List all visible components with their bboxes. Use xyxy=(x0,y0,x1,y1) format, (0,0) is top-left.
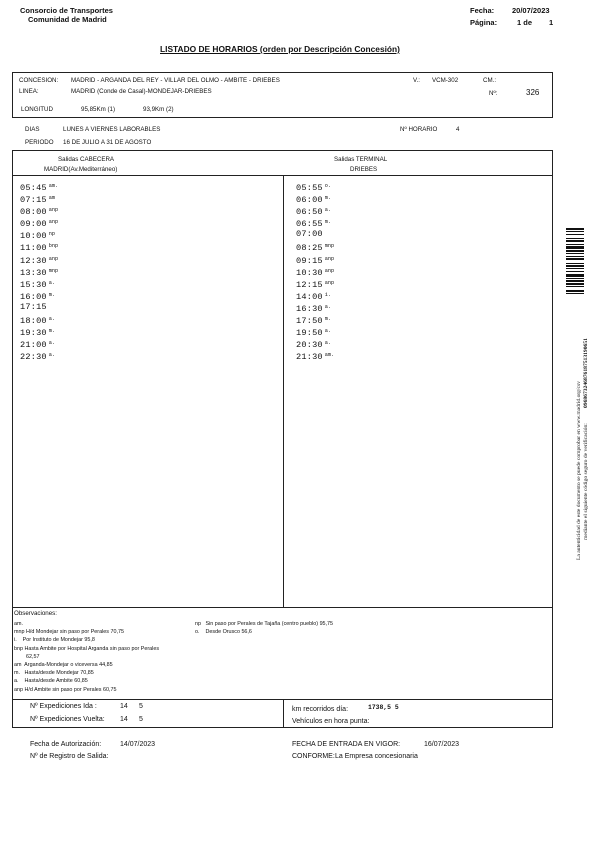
observacion-line: 62,57 xyxy=(14,653,40,660)
terminal-time-row xyxy=(296,301,334,313)
barcode-bar xyxy=(566,265,584,267)
observacion-line: bnp Hasta Ambite por Hospital Arganda sin paso por Perales xyxy=(14,645,160,652)
departure-note: i. xyxy=(324,291,332,298)
cabecera-time-row xyxy=(20,265,58,277)
conforme-value: La Empresa concesionaria xyxy=(335,753,418,760)
ida-value: 14 xyxy=(120,703,128,710)
departure-note: o. xyxy=(324,183,332,189)
verification-text-line2: mediante el siguiente código seguro de verificación: xyxy=(583,423,589,540)
observacion-line: anp H/d Ambite sin paso por Perales 60,75 xyxy=(14,686,117,693)
concesion-value: MADRID - ARGANDA DEL REY - VILLAR DEL OLMO - AMBITE - DRIEBES xyxy=(71,77,280,84)
barcode-bar xyxy=(566,253,584,254)
departure-time: 19:50 xyxy=(296,328,323,339)
departure-time: 13:30 xyxy=(20,267,47,278)
entrada-label: FECHA DE ENTRADA EN VIGOR: xyxy=(292,741,401,748)
terminal-time-row xyxy=(296,216,334,228)
cabecera-time-row xyxy=(20,277,58,289)
barcode-bar xyxy=(566,228,584,230)
terminal-time-row xyxy=(296,204,334,216)
departure-note: anp xyxy=(48,219,59,226)
departure-time: 22:30 xyxy=(20,352,47,363)
departure-time: 10:30 xyxy=(296,267,323,278)
departure-time: 20:30 xyxy=(296,340,323,351)
departure-note: a. xyxy=(48,352,56,359)
km-label: km recorridos día: xyxy=(292,706,349,713)
observacion-line: mnp H/d Mondejar sin paso por Perales 70,75 xyxy=(14,629,124,636)
observaciones-label: Observaciones: xyxy=(14,610,57,617)
barcode-bar xyxy=(566,263,584,264)
departure-time: 21:30 xyxy=(296,352,323,363)
cabecera-origin: MADRID(Av.Mediterráneo) xyxy=(44,166,118,173)
departure-note: m. xyxy=(48,328,56,335)
org-name-line2: Comunidad de Madrid xyxy=(28,15,107,24)
barcode-bar xyxy=(566,271,584,272)
observacion-line: np Sin paso por Perales de Tajaña (centro pueblo) 95,75 xyxy=(195,621,334,627)
terminal-destination: DRIEBES xyxy=(350,166,378,173)
departure-time: 06:50 xyxy=(296,207,323,218)
verification-code: 0968673246876187513190651 xyxy=(583,338,589,408)
cabecera-time-row xyxy=(20,253,58,265)
pagina-label: Página: xyxy=(470,18,498,27)
terminal-title: Salidas TERMINAL xyxy=(334,156,388,163)
departure-note: anp xyxy=(48,255,59,262)
departure-note: am. xyxy=(324,352,335,359)
departure-note: np xyxy=(48,231,56,238)
terminal-time-row xyxy=(296,349,334,361)
departure-time: 07:15 xyxy=(20,195,47,206)
cabecera-time-row xyxy=(20,349,58,361)
n-label: Nº: xyxy=(489,90,498,97)
terminal-time-row xyxy=(296,325,334,337)
barcode-bar xyxy=(566,240,584,242)
barcode-bar xyxy=(566,278,584,279)
barcode-bar xyxy=(566,274,584,277)
departure-time: 08:00 xyxy=(20,207,47,218)
departure-note: mnp xyxy=(324,243,335,250)
observacion-line: i. Por Instituto de Mondejar 95,8 xyxy=(14,637,95,644)
periodo-label: PERIODO xyxy=(25,139,54,146)
longitud-2: 93,9Km (2) xyxy=(143,106,174,113)
departure-time: 12:15 xyxy=(296,279,323,290)
departure-time: 05:55 xyxy=(296,183,323,193)
departure-note: a. xyxy=(324,207,332,214)
conforme-label: CONFORME: xyxy=(292,753,335,760)
cabecera-time-row xyxy=(20,337,58,349)
n-value: 326 xyxy=(526,88,540,97)
org-name xyxy=(20,6,113,24)
observaciones-left xyxy=(14,620,159,694)
v-label: V.: xyxy=(413,77,420,84)
departure-note: anp xyxy=(324,255,335,262)
departure-time: 17:50 xyxy=(296,316,323,327)
barcode-bar xyxy=(566,268,584,269)
linea-label: LINEA: xyxy=(19,88,39,95)
departure-time: 08:25 xyxy=(296,243,323,254)
departure-time: 17:15 xyxy=(20,301,47,312)
barcode-bar xyxy=(566,250,584,252)
barcode-bar xyxy=(566,246,584,249)
verification-text-line1: La autenticidad de este documento se puede comprobar en www.madrid.org/csv xyxy=(576,381,582,560)
v-value: VCM-302 xyxy=(432,77,459,84)
terminal-time-row xyxy=(296,337,334,349)
observacion-line: m. Hasta/desde Mondejar 70,85 xyxy=(14,670,94,677)
terminal-time-row xyxy=(296,228,334,240)
registro-label: Nº de Registro de Salida: xyxy=(30,753,109,760)
departure-note: a. xyxy=(48,340,56,347)
entrada-value: 16/07/2023 xyxy=(424,741,460,748)
nhorario-label: Nº HORARIO xyxy=(400,126,438,133)
departure-note: am. xyxy=(48,183,59,189)
observacion-line: o. Desde Orusco 56,6 xyxy=(195,629,252,636)
observaciones-right xyxy=(195,620,333,636)
cabecera-time-row xyxy=(20,216,58,228)
cabecera-time-row xyxy=(20,192,58,204)
barcode-bar xyxy=(566,286,584,287)
autorizacion-label: Fecha de Autorización: xyxy=(30,741,102,748)
departure-time: 19:30 xyxy=(20,328,47,339)
ida-label: Nº Expediciones Ida : xyxy=(30,703,97,710)
departure-time: 15:30 xyxy=(20,279,47,290)
departure-time: 09:15 xyxy=(296,255,323,266)
departure-time: 16:30 xyxy=(296,303,323,314)
dias-value: LUNES A VIERNES LABORABLES xyxy=(63,126,161,133)
barcode-bar xyxy=(566,283,584,285)
barcode-bar xyxy=(566,258,584,260)
departure-time: 14:00 xyxy=(296,291,323,302)
barcode-bar xyxy=(566,238,584,239)
terminal-time-row xyxy=(296,313,334,325)
barcode-bar xyxy=(566,244,584,245)
departure-note: m. xyxy=(48,291,56,298)
departure-time: 07:00 xyxy=(296,229,323,240)
departure-time: 18:00 xyxy=(20,316,47,327)
cabecera-time-row xyxy=(20,180,58,192)
departure-note: a. xyxy=(48,279,56,286)
ida-value-2: 5 xyxy=(139,703,143,710)
observacion-line: am Arganda-Mondejar o viceversa 44,85 xyxy=(14,662,113,669)
terminal-time-row xyxy=(296,253,334,265)
fecha-value: 20/07/2023 xyxy=(512,6,550,15)
periodo-value: 16 DE JULIO A 31 DE AGOSTO xyxy=(63,139,152,146)
departure-time: 21:00 xyxy=(20,340,47,351)
barcode-bar xyxy=(566,234,584,235)
terminal-time-row xyxy=(296,240,334,252)
dias-label: DIAS xyxy=(25,126,40,133)
terminal-time-row xyxy=(296,180,334,192)
fecha-label: Fecha: xyxy=(470,6,495,15)
departure-note: am xyxy=(48,195,56,202)
departure-note: bnp xyxy=(48,243,59,250)
departure-time: 16:00 xyxy=(20,291,47,302)
barcode-bar xyxy=(566,280,584,282)
cabecera-times-list xyxy=(20,180,58,361)
departure-time: 11:00 xyxy=(20,243,47,254)
nhorario-value: 4 xyxy=(456,126,460,133)
observacion-line: am. xyxy=(14,621,23,627)
autorizacion-value: 14/07/2023 xyxy=(120,741,156,748)
departure-note: a. xyxy=(324,340,332,347)
cabecera-time-row xyxy=(20,204,58,216)
vuelta-value: 14 xyxy=(120,716,128,723)
vuelta-label: Nº Expediciones Vuelta: xyxy=(30,716,105,723)
departure-note: m. xyxy=(324,219,332,226)
concesion-label: CONCESION: xyxy=(19,77,59,84)
pagina-total: 1 xyxy=(549,18,554,27)
departure-time: 09:00 xyxy=(20,219,47,230)
barcode-bar xyxy=(566,231,584,232)
departure-time: 12:30 xyxy=(20,255,47,266)
terminal-time-row xyxy=(296,277,334,289)
departure-note: anp xyxy=(324,267,335,274)
departure-note: mnp xyxy=(48,267,59,274)
observacion-line: a. Hasta/desde Ambite 60,85 xyxy=(14,678,88,685)
longitud-1: 95,85Km (1) xyxy=(81,106,116,113)
cm-label: CM.: xyxy=(483,77,497,84)
terminal-times-list xyxy=(296,180,334,361)
vehiculos-label: Vehículos en hora punta: xyxy=(292,718,370,725)
cabecera-time-row xyxy=(20,289,58,301)
km-value: 1738,5 5 xyxy=(368,704,399,711)
verification-barcode xyxy=(566,228,584,320)
cabecera-time-row xyxy=(20,240,58,252)
cabecera-title: Salidas CABECERA xyxy=(58,156,115,163)
departure-note: m. xyxy=(324,195,332,202)
terminal-time-row xyxy=(296,265,334,277)
longitud-label: LONGITUD xyxy=(21,106,53,113)
terminal-time-row xyxy=(296,289,334,301)
cabecera-time-row xyxy=(20,313,58,325)
linea-value: MADRID (Conde de Casal)-MONDEJAR-DRIEBES xyxy=(71,88,212,95)
departure-note: a. xyxy=(324,303,332,310)
pagina-value: 1 de xyxy=(517,18,533,27)
departure-note: a. xyxy=(48,316,56,323)
departure-time: 06:55 xyxy=(296,219,323,230)
page-title: LISTADO DE HORARIOS (orden por Descripción Concesión) xyxy=(160,44,400,54)
departure-note: anp xyxy=(48,207,59,214)
departure-note: m. xyxy=(324,316,332,323)
vuelta-value-2: 5 xyxy=(139,716,143,723)
departure-time: 06:00 xyxy=(296,195,323,206)
cabecera-time-row xyxy=(20,325,58,337)
org-name-line1: Consorcio de Transportes xyxy=(20,6,113,15)
barcode-bar xyxy=(566,256,584,257)
cabecera-time-row xyxy=(20,228,58,240)
cabecera-time-row xyxy=(20,301,58,313)
departure-note: anp xyxy=(324,279,335,286)
departure-note: a. xyxy=(324,328,332,335)
terminal-time-row xyxy=(296,192,334,204)
departure-time: 05:45 xyxy=(20,183,47,193)
barcode-bar xyxy=(566,290,584,292)
departure-time: 10:00 xyxy=(20,231,47,242)
barcode-bar xyxy=(566,293,584,294)
